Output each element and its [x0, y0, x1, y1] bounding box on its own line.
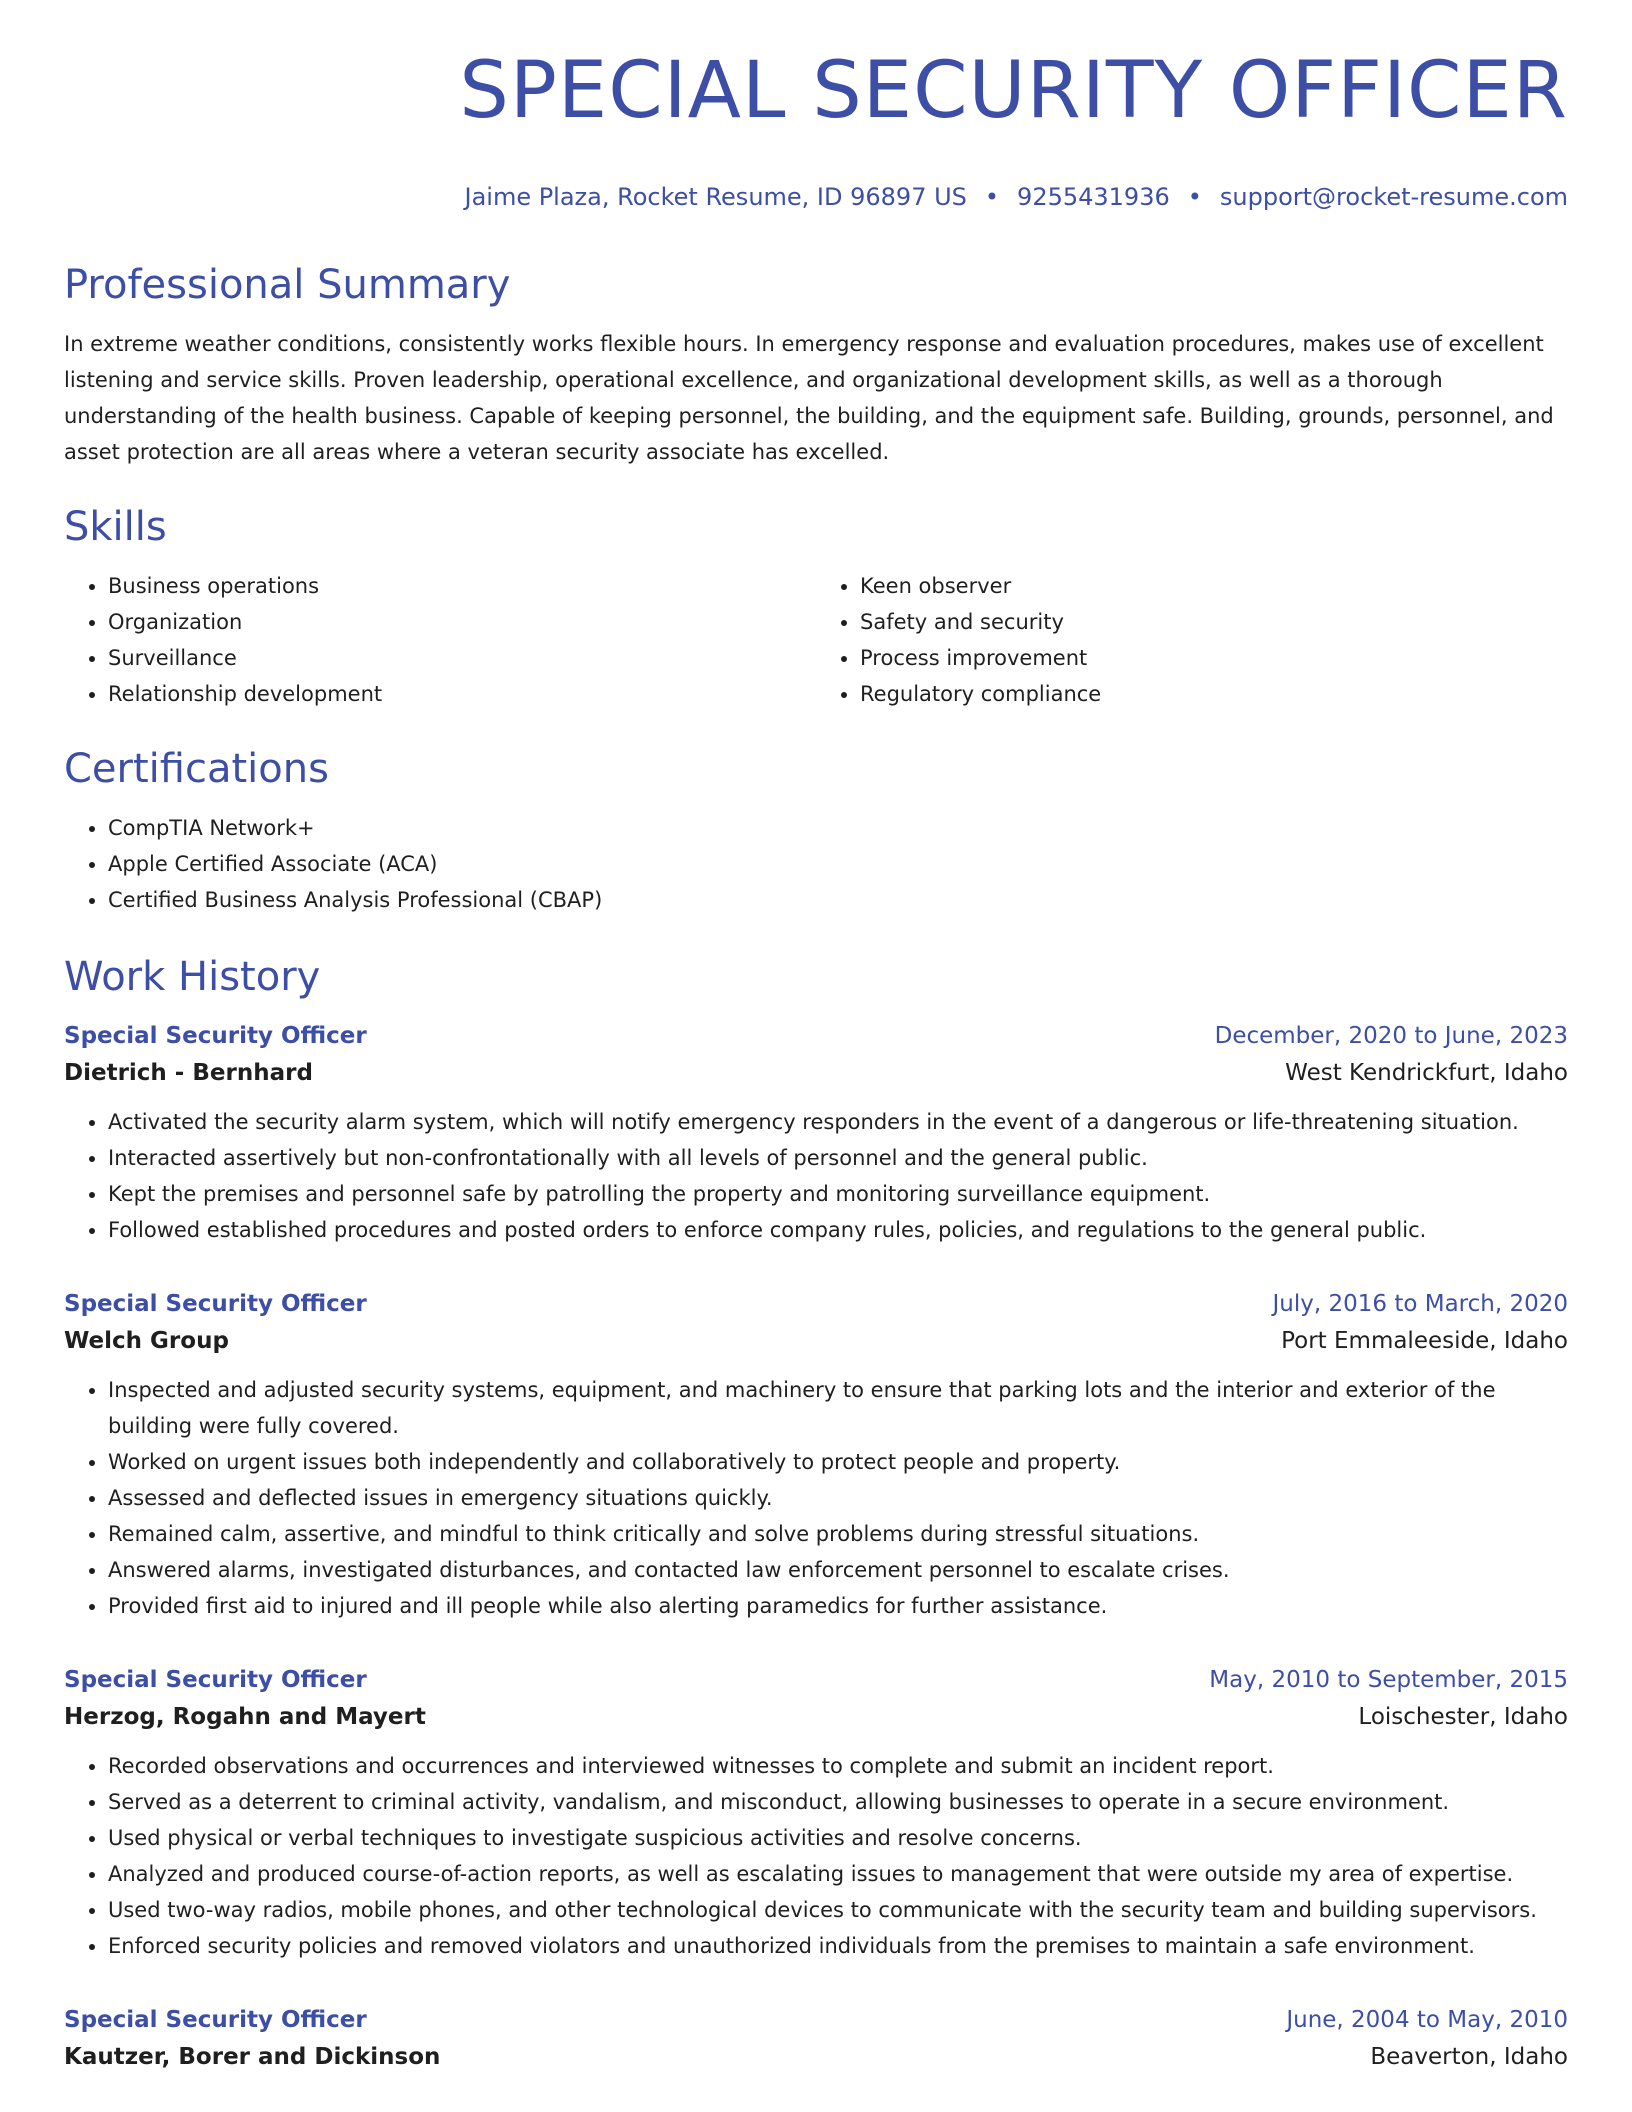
skill-item: • Keen observer — [860, 568, 1568, 604]
job-title: Special Security Officer — [64, 1291, 367, 1317]
skill-item: • Organization — [108, 604, 816, 640]
job-location: Loischester, Idaho — [1358, 1704, 1568, 1730]
summary-section — [64, 262, 1568, 470]
skills-columns — [64, 568, 1568, 712]
job-dates: June, 2004 to May, 2010 — [1286, 2007, 1568, 2033]
certifications-heading: Certifications — [64, 746, 329, 792]
job-bullet: • Interacted assertively but non-confrontationally with all levels of personnel and the general public. — [108, 1140, 1568, 1176]
job-entry — [64, 1018, 1568, 1248]
job-location: West Kendrickfurt, Idaho — [1285, 1060, 1568, 1086]
resume-content — [64, 262, 1568, 2112]
contact-address: Jaime Plaza, Rocket Resume, ID 96897 US — [464, 183, 967, 211]
job-bullet: • Enforced security policies and removed violators and unauthorized individuals from the premises to maintain a safe environment. — [108, 1928, 1568, 1964]
certifications-list — [64, 810, 1568, 918]
summary-heading: Professional Summary — [64, 262, 511, 308]
job-bullet: • Worked on urgent issues both independently and collaboratively to protect people and property. — [108, 1444, 1568, 1480]
job-entry — [64, 1662, 1568, 1964]
skill-item: • Safety and security — [860, 604, 1568, 640]
certification-item: • Apple Certified Associate (ACA) — [108, 846, 1568, 882]
job-bullets — [64, 1104, 1568, 1248]
skills-list-right — [816, 568, 1568, 712]
job-bullet: • Analyzed and produced course-of-action reports, as well as escalating issues to management that were outside my area of expertise. — [108, 1856, 1568, 1892]
job-entry — [64, 2002, 1568, 2076]
job-dates: December, 2020 to June, 2023 — [1214, 1023, 1568, 1049]
job-entry — [64, 1286, 1568, 1624]
job-header-row — [64, 2002, 1568, 2039]
skill-item: • Regulatory compliance — [860, 676, 1568, 712]
job-location: Beaverton, Idaho — [1370, 2044, 1568, 2070]
skill-item: • Surveillance — [108, 640, 816, 676]
job-header-row — [64, 1662, 1568, 1699]
work-history-heading: Work History — [64, 954, 321, 1000]
job-company: Herzog, Rogahn and Mayert — [64, 1704, 426, 1730]
job-bullet: • Assessed and deflected issues in emergency situations quickly. — [108, 1480, 1568, 1516]
job-bullet: • Remained calm, assertive, and mindful to think critically and solve problems during stressful situations. — [108, 1516, 1568, 1552]
summary-text: In extreme weather conditions, consistently works flexible hours. In emergency response and evaluation procedures, makes use of excellent listening and service skills. Proven leadership, operational excellence, and organizational development skills, as well as a thorough understanding of the health business. Capable of keeping personnel, the building, and the equipment safe. Building, grounds, personnel, and asset protection are all areas where a veteran security associate has excelled. — [64, 332, 1554, 464]
job-dates: July, 2016 to March, 2020 — [1272, 1291, 1568, 1317]
job-bullet: • Kept the premises and personnel safe by patrolling the property and monitoring surveillance equipment. — [108, 1176, 1568, 1212]
contact-phone: 9255431936 — [1017, 183, 1170, 211]
job-company: Kautzer, Borer and Dickinson — [64, 2044, 441, 2070]
job-bullet: • Used physical or verbal techniques to investigate suspicious activities and resolve concerns. — [108, 1820, 1568, 1856]
certifications-section — [64, 746, 1568, 918]
job-bullets — [64, 1748, 1568, 1964]
job-company-row — [64, 1323, 1568, 1360]
skills-list-left — [64, 568, 816, 712]
resume-title: SPECIAL SECURITY OFFICER — [459, 46, 1568, 136]
job-header-row — [64, 1018, 1568, 1055]
job-bullet: • Used two-way radios, mobile phones, and other technological devices to communicate with the security team and building supervisors. — [108, 1892, 1568, 1928]
job-location: Port Emmaleeside, Idaho — [1281, 1328, 1568, 1354]
job-company-row — [64, 1055, 1568, 1092]
job-header-row — [64, 1286, 1568, 1323]
job-company: Dietrich - Bernhard — [64, 1060, 313, 1086]
job-company-row — [64, 1699, 1568, 1736]
job-dates: May, 2010 to September, 2015 — [1209, 1667, 1568, 1693]
contact-line — [464, 183, 1568, 211]
job-bullets — [64, 1372, 1568, 1624]
contact-email: support@rocket-resume.com — [1219, 183, 1568, 211]
job-title: Special Security Officer — [64, 2007, 367, 2033]
skill-item: • Process improvement — [860, 640, 1568, 676]
certification-item: • Certified Business Analysis Professional (CBAP) — [108, 882, 1568, 918]
skills-section — [64, 504, 1568, 712]
job-bullet: • Followed established procedures and posted orders to enforce company rules, policies, and regulations to the general public. — [108, 1212, 1568, 1248]
job-bullet: • Activated the security alarm system, which will notify emergency responders in the event of a dangerous or life-threatening situation. — [108, 1104, 1568, 1140]
job-bullet: • Inspected and adjusted security systems, equipment, and machinery to ensure that parking lots and the interior and exterior of the building were fully covered. — [108, 1372, 1568, 1444]
job-bullet: • Provided first aid to injured and ill people while also alerting paramedics for further assistance. — [108, 1588, 1568, 1624]
job-bullet: • Served as a deterrent to criminal activity, vandalism, and misconduct, allowing businesses to operate in a secure environment. — [108, 1784, 1568, 1820]
resume-page — [64, 0, 1568, 2112]
skill-item: • Business operations — [108, 568, 816, 604]
skill-item: • Relationship development — [108, 676, 816, 712]
job-title: Special Security Officer — [64, 1023, 367, 1049]
job-bullet: • Recorded observations and occurrences and interviewed witnesses to complete and submit an incident report. — [108, 1748, 1568, 1784]
job-company-row — [64, 2039, 1568, 2076]
job-company: Welch Group — [64, 1328, 229, 1354]
job-bullet: • Answered alarms, investigated disturbances, and contacted law enforcement personnel to escalate crises. — [108, 1552, 1568, 1588]
certification-item: • CompTIA Network+ — [108, 810, 1568, 846]
skills-heading: Skills — [64, 504, 167, 550]
job-title: Special Security Officer — [64, 1667, 367, 1693]
work-history-section — [64, 954, 1568, 2076]
contact-separator: • — [1187, 183, 1202, 211]
contact-separator: • — [984, 183, 1000, 211]
